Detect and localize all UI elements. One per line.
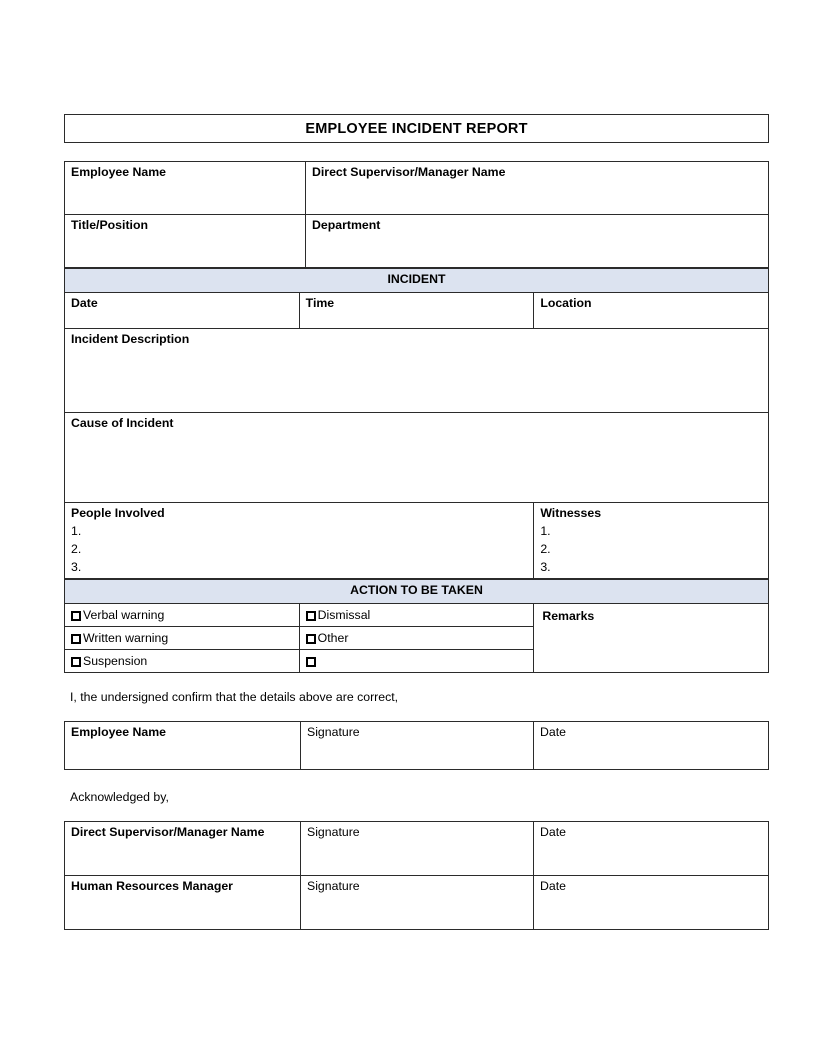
incident-section-header: INCIDENT <box>65 269 769 293</box>
field-ack-supervisor-signature[interactable] <box>301 822 534 876</box>
people-involved-label: People Involved <box>71 505 165 520</box>
cause-of-incident-label: Cause of Incident <box>71 415 174 430</box>
field-title-position[interactable] <box>65 215 306 268</box>
ack-hr-name-label: Human Resources Manager <box>71 879 233 894</box>
confirm-signature-label: Signature <box>307 725 360 740</box>
field-employee-name[interactable] <box>65 162 306 215</box>
checkbox-icon[interactable] <box>306 634 316 644</box>
checkbox-label-suspension: Suspension <box>83 654 148 669</box>
confirmation-statement: I, the undersigned confirm that the details above are correct, <box>70 690 399 705</box>
checkbox-cell-verbal-warning[interactable] <box>65 604 300 627</box>
table-row <box>65 269 769 293</box>
location-label: Location <box>540 295 592 310</box>
employee-signature-table <box>64 721 769 770</box>
date-label: Date <box>71 295 98 310</box>
checkbox-cell-suspension[interactable] <box>65 650 300 673</box>
list-item[interactable]: 2. <box>71 542 82 557</box>
field-ack-supervisor-date[interactable] <box>534 822 769 876</box>
time-label: Time <box>305 295 335 310</box>
field-confirm-date[interactable] <box>534 722 769 770</box>
ack-supervisor-signature-label: Signature <box>307 825 360 840</box>
confirm-date-label: Date <box>540 725 566 740</box>
list-item[interactable]: 3. <box>540 560 551 575</box>
list-item[interactable]: 2. <box>540 542 551 557</box>
table-row <box>65 292 769 328</box>
field-ack-hr-name[interactable] <box>65 876 301 930</box>
field-people-involved[interactable] <box>65 502 534 578</box>
ack-hr-signature-label: Signature <box>307 879 360 894</box>
confirm-employee-name-label: Employee Name <box>71 725 167 740</box>
field-supervisor-name[interactable] <box>306 162 769 215</box>
checkbox-label-verbal-warning: Verbal warning <box>83 608 165 623</box>
witnesses-label: Witnesses <box>540 505 602 520</box>
list-item[interactable]: 3. <box>71 560 82 575</box>
field-incident-time[interactable] <box>299 292 534 328</box>
page-title: EMPLOYEE INCIDENT REPORT <box>305 120 528 137</box>
checkbox-icon[interactable] <box>71 634 81 644</box>
list-item[interactable]: 1. <box>71 523 82 538</box>
checkbox-label-other: Other <box>317 631 349 646</box>
acknowledgement-signature-table <box>64 821 769 930</box>
table-row <box>65 215 769 268</box>
department-label: Department <box>312 218 381 232</box>
ack-supervisor-name-label: Direct Supervisor/Manager Name <box>71 825 265 840</box>
table-row <box>65 162 769 215</box>
field-ack-hr-signature[interactable] <box>301 876 534 930</box>
field-confirm-signature[interactable] <box>301 722 534 770</box>
list-item[interactable]: 1. <box>540 523 551 538</box>
field-incident-location[interactable] <box>534 292 769 328</box>
field-ack-supervisor-name[interactable] <box>65 822 301 876</box>
checkbox-icon[interactable] <box>71 611 81 621</box>
people-involved-list <box>71 522 533 576</box>
field-incident-date[interactable] <box>65 292 300 328</box>
action-section-header: ACTION TO BE TAKEN <box>65 580 769 604</box>
checkbox-icon[interactable] <box>306 611 316 621</box>
field-confirm-employee-name[interactable] <box>65 722 301 770</box>
checkbox-cell-dismissal[interactable] <box>299 604 534 627</box>
ack-supervisor-date-label: Date <box>540 825 566 840</box>
table-row <box>65 722 769 770</box>
document-title-box <box>64 114 769 143</box>
table-row <box>65 412 769 502</box>
checkbox-label-dismissal: Dismissal <box>317 608 371 623</box>
form-page <box>64 0 769 930</box>
table-row <box>65 876 769 930</box>
checkbox-cell-blank[interactable] <box>299 650 534 673</box>
incident-description-label: Incident Description <box>71 331 190 346</box>
supervisor-name-label: Direct Supervisor/Manager Name <box>312 165 506 179</box>
field-department[interactable] <box>306 215 769 268</box>
employee-name-label: Employee Name <box>71 165 167 179</box>
ack-hr-date-label: Date <box>540 879 566 894</box>
field-witnesses[interactable] <box>534 502 769 578</box>
witnesses-list <box>540 522 768 576</box>
field-remarks[interactable] <box>534 604 769 673</box>
table-row <box>65 328 769 412</box>
table-row <box>65 822 769 876</box>
action-to-be-taken-table <box>64 579 769 673</box>
field-ack-hr-date[interactable] <box>534 876 769 930</box>
title-position-label: Title/Position <box>71 218 148 232</box>
checkbox-cell-other[interactable] <box>299 627 534 650</box>
checkbox-icon[interactable] <box>306 657 316 667</box>
checkbox-icon[interactable] <box>71 657 81 667</box>
checkbox-cell-written-warning[interactable] <box>65 627 300 650</box>
table-row <box>65 580 769 604</box>
field-cause-of-incident[interactable] <box>65 412 769 502</box>
incident-table <box>64 268 769 579</box>
table-row <box>65 502 769 578</box>
employee-identity-table <box>64 161 769 268</box>
remarks-label: Remarks <box>542 609 595 624</box>
checkbox-label-written-warning: Written warning <box>83 631 169 646</box>
acknowledgement-statement: Acknowledged by, <box>70 790 169 805</box>
field-incident-description[interactable] <box>65 328 769 412</box>
table-row <box>65 604 769 627</box>
